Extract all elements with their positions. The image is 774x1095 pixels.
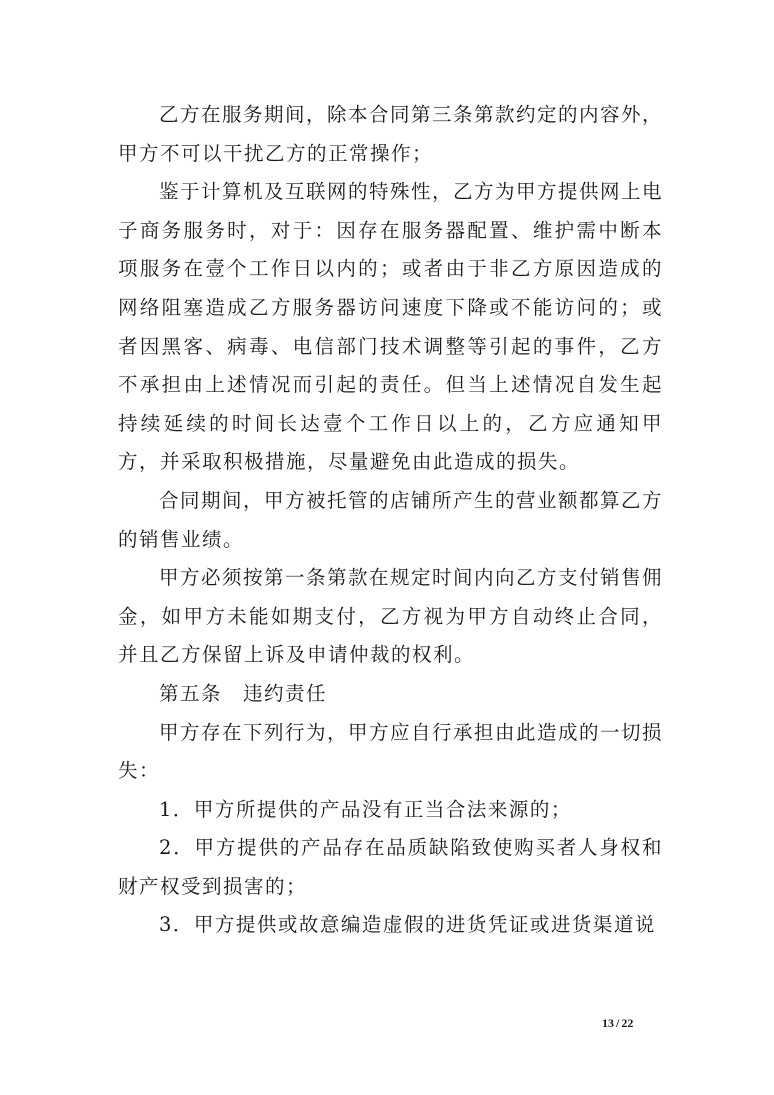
paragraph-service-period: 乙方在服务期间，除本合同第三条第款约定的内容外，甲方不可以干扰乙方的正常操作；	[118, 103, 664, 165]
paragraph-commission-payment: 甲方必须按第一条第款在规定时间内向乙方支付销售佣金，如甲方未能如期支付，乙方视为甲方自动终止合同，并且乙方保留上诉及申请仲裁的权利。	[118, 566, 664, 667]
page-number-current: 13	[602, 1016, 614, 1030]
list-item-1: 1．甲方所提供的产品没有正当合法来源的；	[159, 797, 572, 821]
page-number-total: 22	[621, 1016, 634, 1030]
paragraph-liability-intro: 甲方存在下列行为，甲方应自行承担由此造成的一切损失：	[118, 720, 664, 783]
document-body	[118, 96, 663, 945]
list-item-3: 3．甲方提供或故意编造虚假的进货凭证或进货渠道说	[159, 913, 656, 937]
paragraph-sales-performance: 合同期间，甲方被托管的店铺所产生的营业额都算乙方的销售业绩。	[118, 488, 664, 551]
page-number	[602, 1016, 633, 1031]
page-number-separator: /	[616, 1016, 620, 1030]
paragraph-internet-disclaimer: 鉴于计算机及互联网的特殊性，乙方为甲方提供网上电子商务服务时，对于：因存在服务器配置、维护需中断本项服务在壹个工作日以内的；或者由于非乙方原因造成的网络阻塞造成乙方服务器访问速度下降或不能访问的；或者因黑客、病毒、电信部门技术调整等引起的事件，乙方不承担由上述情况而引起的责任。但当上述情况自发生起持续延续的时间长达壹个工作日以上的，乙方应通知甲方，并采取积极措施，尽量避免由此造成的损失。	[118, 180, 664, 474]
section-heading-article-5: 第五条 违约责任	[159, 681, 328, 705]
list-item-2: 2．甲方提供的产品存在品质缺陷致使购买者人身权和财产权受到损害的；	[118, 836, 663, 898]
